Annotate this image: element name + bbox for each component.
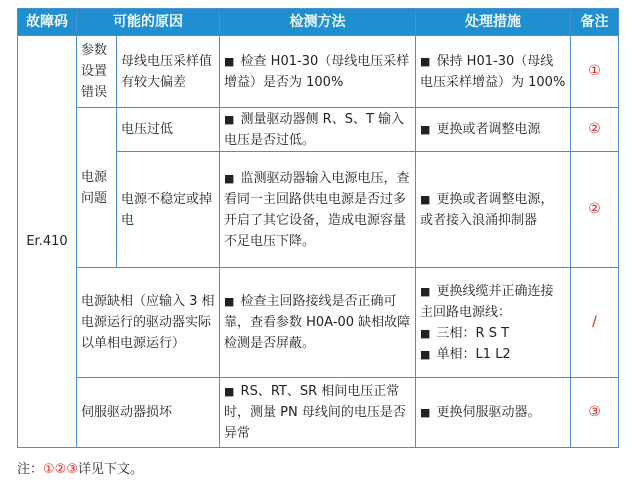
action-cell: ■ 更换或者调整电源 xyxy=(416,108,571,152)
fault-table xyxy=(17,8,619,448)
bullet-icon: ■ xyxy=(224,385,235,398)
check-cell: ■ 测量驱动器侧 R、S、T 输入电压是否过低。 xyxy=(220,108,416,152)
bullet-icon: ■ xyxy=(420,192,431,206)
note-cell: ② xyxy=(571,152,619,268)
bullet-icon: ■ xyxy=(420,326,431,340)
bullet-icon: ■ xyxy=(224,112,235,126)
bullet-icon: ■ xyxy=(420,54,431,68)
note-cell: / xyxy=(571,268,619,378)
action-cell: ■ 更换线缆并正确连接主回路电源线： ■ 三相：R S T ■ 单相：L1 L2 xyxy=(416,268,571,378)
note-cell: ① xyxy=(571,36,619,108)
bullet-icon: ■ xyxy=(420,406,431,419)
action-cell: ■ 更换伺服驱动器。 xyxy=(416,378,571,448)
fault-code-cell: Er.410 xyxy=(18,36,77,448)
action-cell: ■ 保持 H01-30（母线电压采样增益）为 100% xyxy=(416,36,571,108)
table-row xyxy=(18,268,619,378)
header-check: 检测方法 xyxy=(220,9,416,36)
bullet-icon: ■ xyxy=(420,284,431,298)
cause-cell: 伺服驱动器损坏 xyxy=(77,378,220,448)
cause-cell: 母线电压采样值有较大偏差 xyxy=(117,36,220,108)
header-cause: 可能的原因 xyxy=(77,9,220,36)
header-note: 备注 xyxy=(571,9,619,36)
action-cell: ■ 更换或者调整电源，或者接入浪涌抑制器 xyxy=(416,152,571,268)
footnote: 注：①②③详见下文。 xyxy=(17,462,143,477)
cause-cell: 电压过低 xyxy=(117,108,220,152)
bullet-icon: ■ xyxy=(224,171,235,185)
table-row xyxy=(18,108,619,152)
check-cell: ■ 检查 H01-30（母线电压采样增益）是否为 100% xyxy=(220,36,416,108)
cause-group-cell: 电源问题 xyxy=(77,108,117,268)
header-code: 故障码 xyxy=(18,9,77,36)
bullet-icon: ■ xyxy=(420,123,431,136)
note-cell: ② xyxy=(571,108,619,152)
footnote-marks: ①②③ xyxy=(43,462,78,477)
note-cell: ③ xyxy=(571,378,619,448)
bullet-icon: ■ xyxy=(224,295,235,308)
check-cell: ■ 检查主回路接线是否正确可靠，查看参数 H0A-00 缺相故障检测是否屏蔽。 xyxy=(220,268,416,378)
cause-cell: 电源不稳定或掉电 xyxy=(117,152,220,268)
table-header-row xyxy=(18,9,619,36)
cause-group-cell: 参数设置错误 xyxy=(77,36,117,108)
cause-cell: 电源缺相（应输入 3 相电源运行的驱动器实际以单相电源运行） xyxy=(77,268,220,378)
bullet-icon: ■ xyxy=(224,54,235,68)
check-cell: ■ RS、RT、SR 相间电压正常时，测量 PN 母线间的电压是否异常 xyxy=(220,378,416,448)
check-cell: ■ 监测驱动器输入电源电压，查看同一主回路供电电源是否过多开启了其它设备，造成电源容量不足电压下降。 xyxy=(220,152,416,268)
table-row xyxy=(18,36,619,108)
header-action: 处理措施 xyxy=(416,9,571,36)
bullet-icon: ■ xyxy=(420,347,431,361)
table-row xyxy=(18,378,619,448)
